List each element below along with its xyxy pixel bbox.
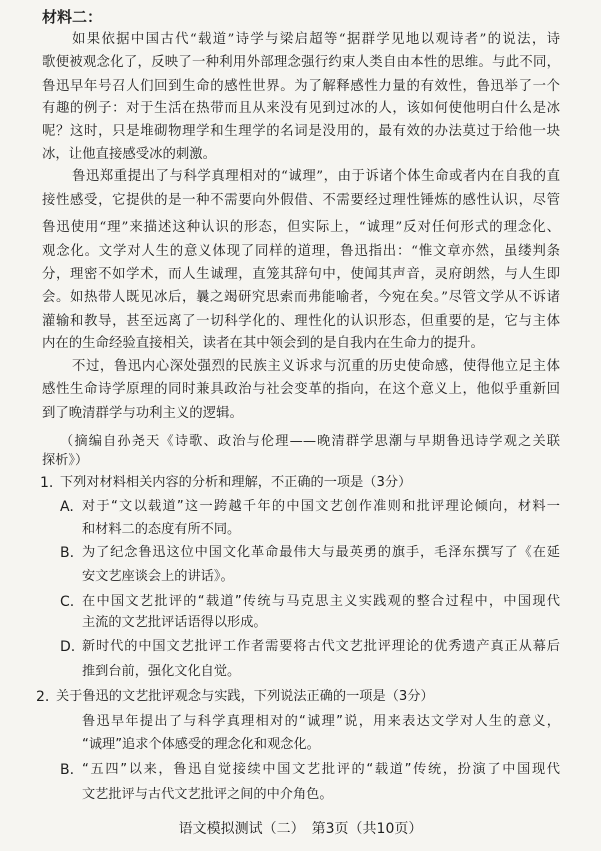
passage-line: 冰，让他直接感受冰的刺激。 bbox=[42, 147, 217, 162]
option-a-line: “诚理”追求个体感受的理念化和观念化。 bbox=[82, 737, 320, 752]
option-a-line: 和材料二的态度有所不同。 bbox=[82, 522, 241, 537]
passage-line: 不过，鲁迅内心深处强烈的民族主义诉求与沉重的历史使命感，使得他立足主体 bbox=[72, 359, 560, 374]
passage-line: 接性感受，它提供的是一种不需要向外假借、不需要经过理性锤炼的感性认识，尽管 bbox=[42, 193, 560, 208]
passage-line: 感性生命诗学原理的同时兼具政治与社会变革的指向，在这个意义上，他似乎重新回 bbox=[42, 382, 560, 397]
passage-line: 内在的生命经验直接相关，读者在其中领会到的是自我内在生命力的提升。 bbox=[42, 336, 484, 351]
option-b-line: 安文艺座谈会上的讲话》。 bbox=[82, 569, 234, 584]
passage-line: 灌输和教导，甚至远离了一切科学化的、理性化的认识形态，但重要的是，它与主体 bbox=[42, 314, 560, 329]
option-a-line: 对于“文以载道”这一跨越千年的中国文艺创作准则和批评理论倾向，材料一 bbox=[82, 499, 560, 514]
passage-line: 到了晚清群学与功利主义的逻辑。 bbox=[42, 406, 243, 421]
option-d-line: 推到台前，强化文化自觉。 bbox=[82, 664, 241, 679]
option-b-line: 文艺批评与古代文艺批评之间的中介角色。 bbox=[82, 787, 333, 802]
option-c-line: 主流的文艺批评话语得以形成。 bbox=[82, 615, 267, 630]
option-label: C. bbox=[60, 594, 75, 610]
question-number: 1. bbox=[40, 475, 54, 491]
option-label: B. bbox=[60, 545, 75, 561]
option-label: A. bbox=[60, 499, 74, 515]
passage-line: 会。如热带人既见冰后，曩之竭研究思索而弗能喻者，今宛在矣。”尽管文学从不诉诸 bbox=[42, 290, 560, 305]
option-a-line: 鲁迅早年提出了与科学真理相对的“诚理”说，用来表达文学对人生的意义， bbox=[82, 714, 560, 729]
passage-line: 观念化。文学对人生的意义体现了同样的道理，鲁迅指出：“惟文章亦然，虽缕判条 bbox=[42, 244, 560, 259]
option-d-line: 新时代的中国文艺批评工作者需要将古代文艺批评理论的优秀遗产真正从幕后 bbox=[82, 639, 560, 654]
passage-line: 有趣的例子：对于生活在热带而且从来没有见到过冰的人，该如何使他明白什么是冰 bbox=[42, 101, 560, 116]
material-heading: 材料二： bbox=[42, 8, 103, 26]
source-citation: （摘编自孙尧天《诗歌、政治与伦理——晚清群学思潮与早期鲁迅诗学观之关联 bbox=[60, 434, 560, 449]
passage-line: 鲁迅郑重提出了与科学真理相对的“诚理”，由于诉诸个体生命或者内在自我的直 bbox=[72, 169, 560, 184]
question-stem: 下列对材料相关内容的分析和理解，不正确的一项是（3分） bbox=[60, 475, 412, 490]
passage-line: 鲁迅早年号召人们回到生命的感性世界。为了解释感性力量的有效性，鲁迅举了一个 bbox=[42, 79, 560, 94]
passage-line: 歌便被观念化了，反映了一种利用外部理念强行约束人类自由本性的思维。与此不同， bbox=[42, 55, 560, 70]
source-citation-end: 探析》） bbox=[42, 453, 89, 468]
option-b-line: “五四”以来，鲁迅自觉接续中国文艺批评的“载道”传统，扮演了中国现代 bbox=[82, 762, 560, 777]
passage-line: 呢？这时，只是堆砌物理学和生理学的名词是没用的，最有效的办法莫过于给他一块 bbox=[42, 124, 560, 139]
question-number: 2. bbox=[36, 689, 50, 705]
question-stem: 关于鲁迅的文艺批评观念与实践，下列说法正确的一项是（3分） bbox=[56, 689, 434, 704]
option-b-line: 为了纪念鲁迅这位中国文化革命最伟大与最英勇的旗手，毛泽东撰写了《在延 bbox=[82, 545, 560, 560]
page-footer: 语文模拟测试（二） 第3页（共10页） bbox=[178, 821, 423, 837]
passage-line: 分，理密不如学术，而人生诚理，直笼其辞句中，使闻其声音，灵府朗然，与人生即 bbox=[42, 267, 560, 282]
option-label: B. bbox=[60, 762, 75, 778]
option-label: D. bbox=[60, 639, 76, 655]
option-c-line: 在中国文艺批评的“载道”传统与马克思主义实践观的整合过程中，中国现代 bbox=[82, 594, 560, 609]
passage-line: 如果依据中国古代“载道”诗学与梁启超等“据群学见地以观诗者”的说法，诗 bbox=[72, 32, 560, 47]
passage-line: 鲁迅使用“理”来描述这种认识的形态，但实际上，“诚理”反对任何形式的理念化、 bbox=[42, 220, 560, 235]
